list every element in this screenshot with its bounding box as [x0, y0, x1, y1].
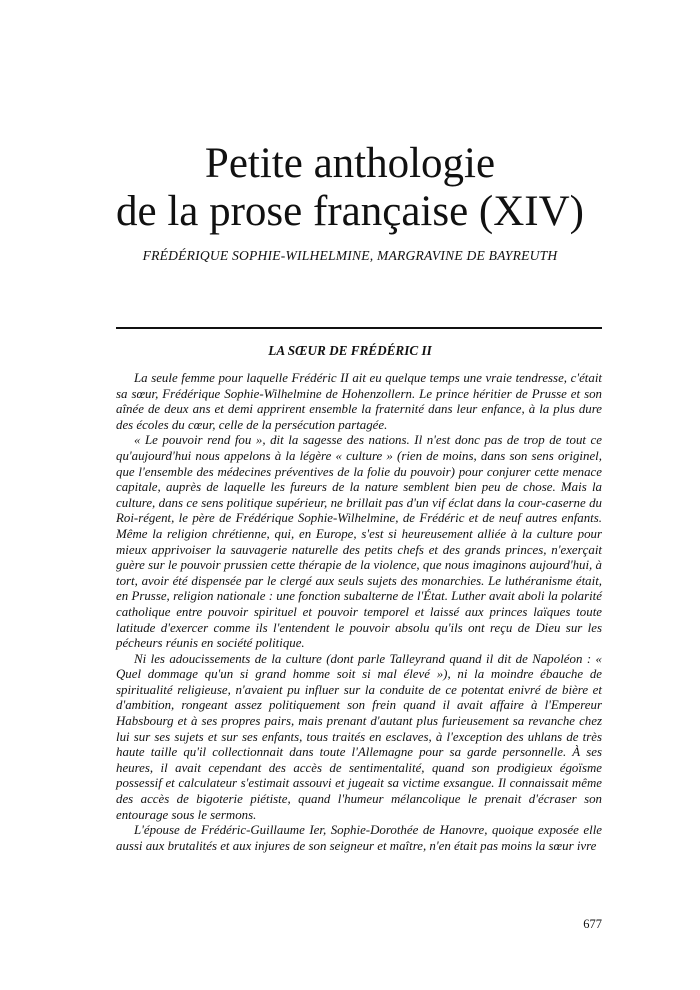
title-line-2: de la prose française (XIV) [116, 188, 584, 235]
paragraph-2: « Le pouvoir rend fou », dit la sagesse des nations. Il n'est donc pas de trop de tout ce qu'aujourd'hui nous appelons à la légère « culture » (rien de moins, dans son sens originel, que l'ensemble des médecines préventives de la folie du pouvoir) pour conjurer cette menace capitale, auprès de laquelle les fureurs de la nature semblent bien peu de chose. Mais la culture, dans ce sens politique supérieur, ne brillait pas d'un vif éclat dans la cour-caserne du Roi-régent, le père de Frédérique Sophie-Wilhelmine, de Frédéric et de neuf autres enfants. Même la religion chrétienne, qui, en Europe, s'est si heureusement alliée à la culture pour mieux apprivoiser la sauvagerie naturelle des petits chefs et des grands princes, n'exerçait guère sur le pouvoir prussien cette thérapie de la violence, que nous imaginons aujourd'hui, à tort, avoir été dispensée par le clergé aux seuls sujets des monarchies. Le luthéranisme était, en Prusse, religion nationale : une fonction subalterne de l'État. Luther avait aboli la polarité catholique entre pouvoir spirituel et pouvoir temporel et laissé aux princes laïques toute latitude d'exercer comme ils l'entendent le pouvoir absolu qu'ils ont reçu de Dieu sur les pécheurs réunis en société politique. [116, 433, 602, 651]
title-line-1: Petite anthologie [204, 140, 496, 187]
paragraph-4: L'épouse de Frédéric-Guillaume Ier, Sophie-Dorothée de Hanovre, quoique exposée elle aussi aux brutalités et aux injures de son seigneur et maître, n'en était pas moins la sœur ivre [116, 823, 602, 853]
article-title [0, 140, 700, 236]
page-number: 677 [583, 917, 602, 931]
author-subtitle: FRÉDÉRIQUE SOPHIE-WILHELMINE, MARGRAVINE DE BAYREUTH [142, 248, 558, 263]
paragraph-1: La seule femme pour laquelle Frédéric II ait eu quelque temps une vraie tendresse, c'était sa sœur, Frédérique Sophie-Wilhelmine de Hohenzollern. Le prince héritier de Prusse et son aînée de deux ans et demi apprirent ensemble la fraternité dans leur enfance, à la plus dure des écoles du cœur, celle de la persécution partagée. [116, 371, 602, 432]
body-text [116, 371, 602, 854]
section-heading: LA SŒUR DE FRÉDÉRIC II [268, 343, 432, 358]
horizontal-rule [116, 327, 602, 329]
paragraph-3: Ni les adoucissements de la culture (dont parle Talleyrand quand il dit de Napoléon : « Quel dommage qu'un si grand homme soit si mal élevé »), ni la moindre ébauche de spiritualité religieuse, n'avaient pu influer sur la conduite de ce potentat enivré de bière et d'ambition, rongeant assez politiquement son frein quand il avait affaire à l'Empereur Habsbourg et à ses propres pairs, mais prenant d'autant plus furieusement sa revanche chez lui sur ses sujets et sur ses enfants, tous traités en esclaves, à l'exception des uhlans de très haute taille qu'il collectionnait dans toute l'Allemagne pour sa garde personnelle. À ses heures, il avait cependant des accès de sentimentalité, quand son prodigieux égoïsme possessif et calculateur s'estimait assouvi et jugeait sa victime exsangue. Il connaissait même des accès de bigoterie piétiste, quand l'humeur mélancolique le prenait d'écraser son entourage sous le sermons. [116, 651, 602, 822]
